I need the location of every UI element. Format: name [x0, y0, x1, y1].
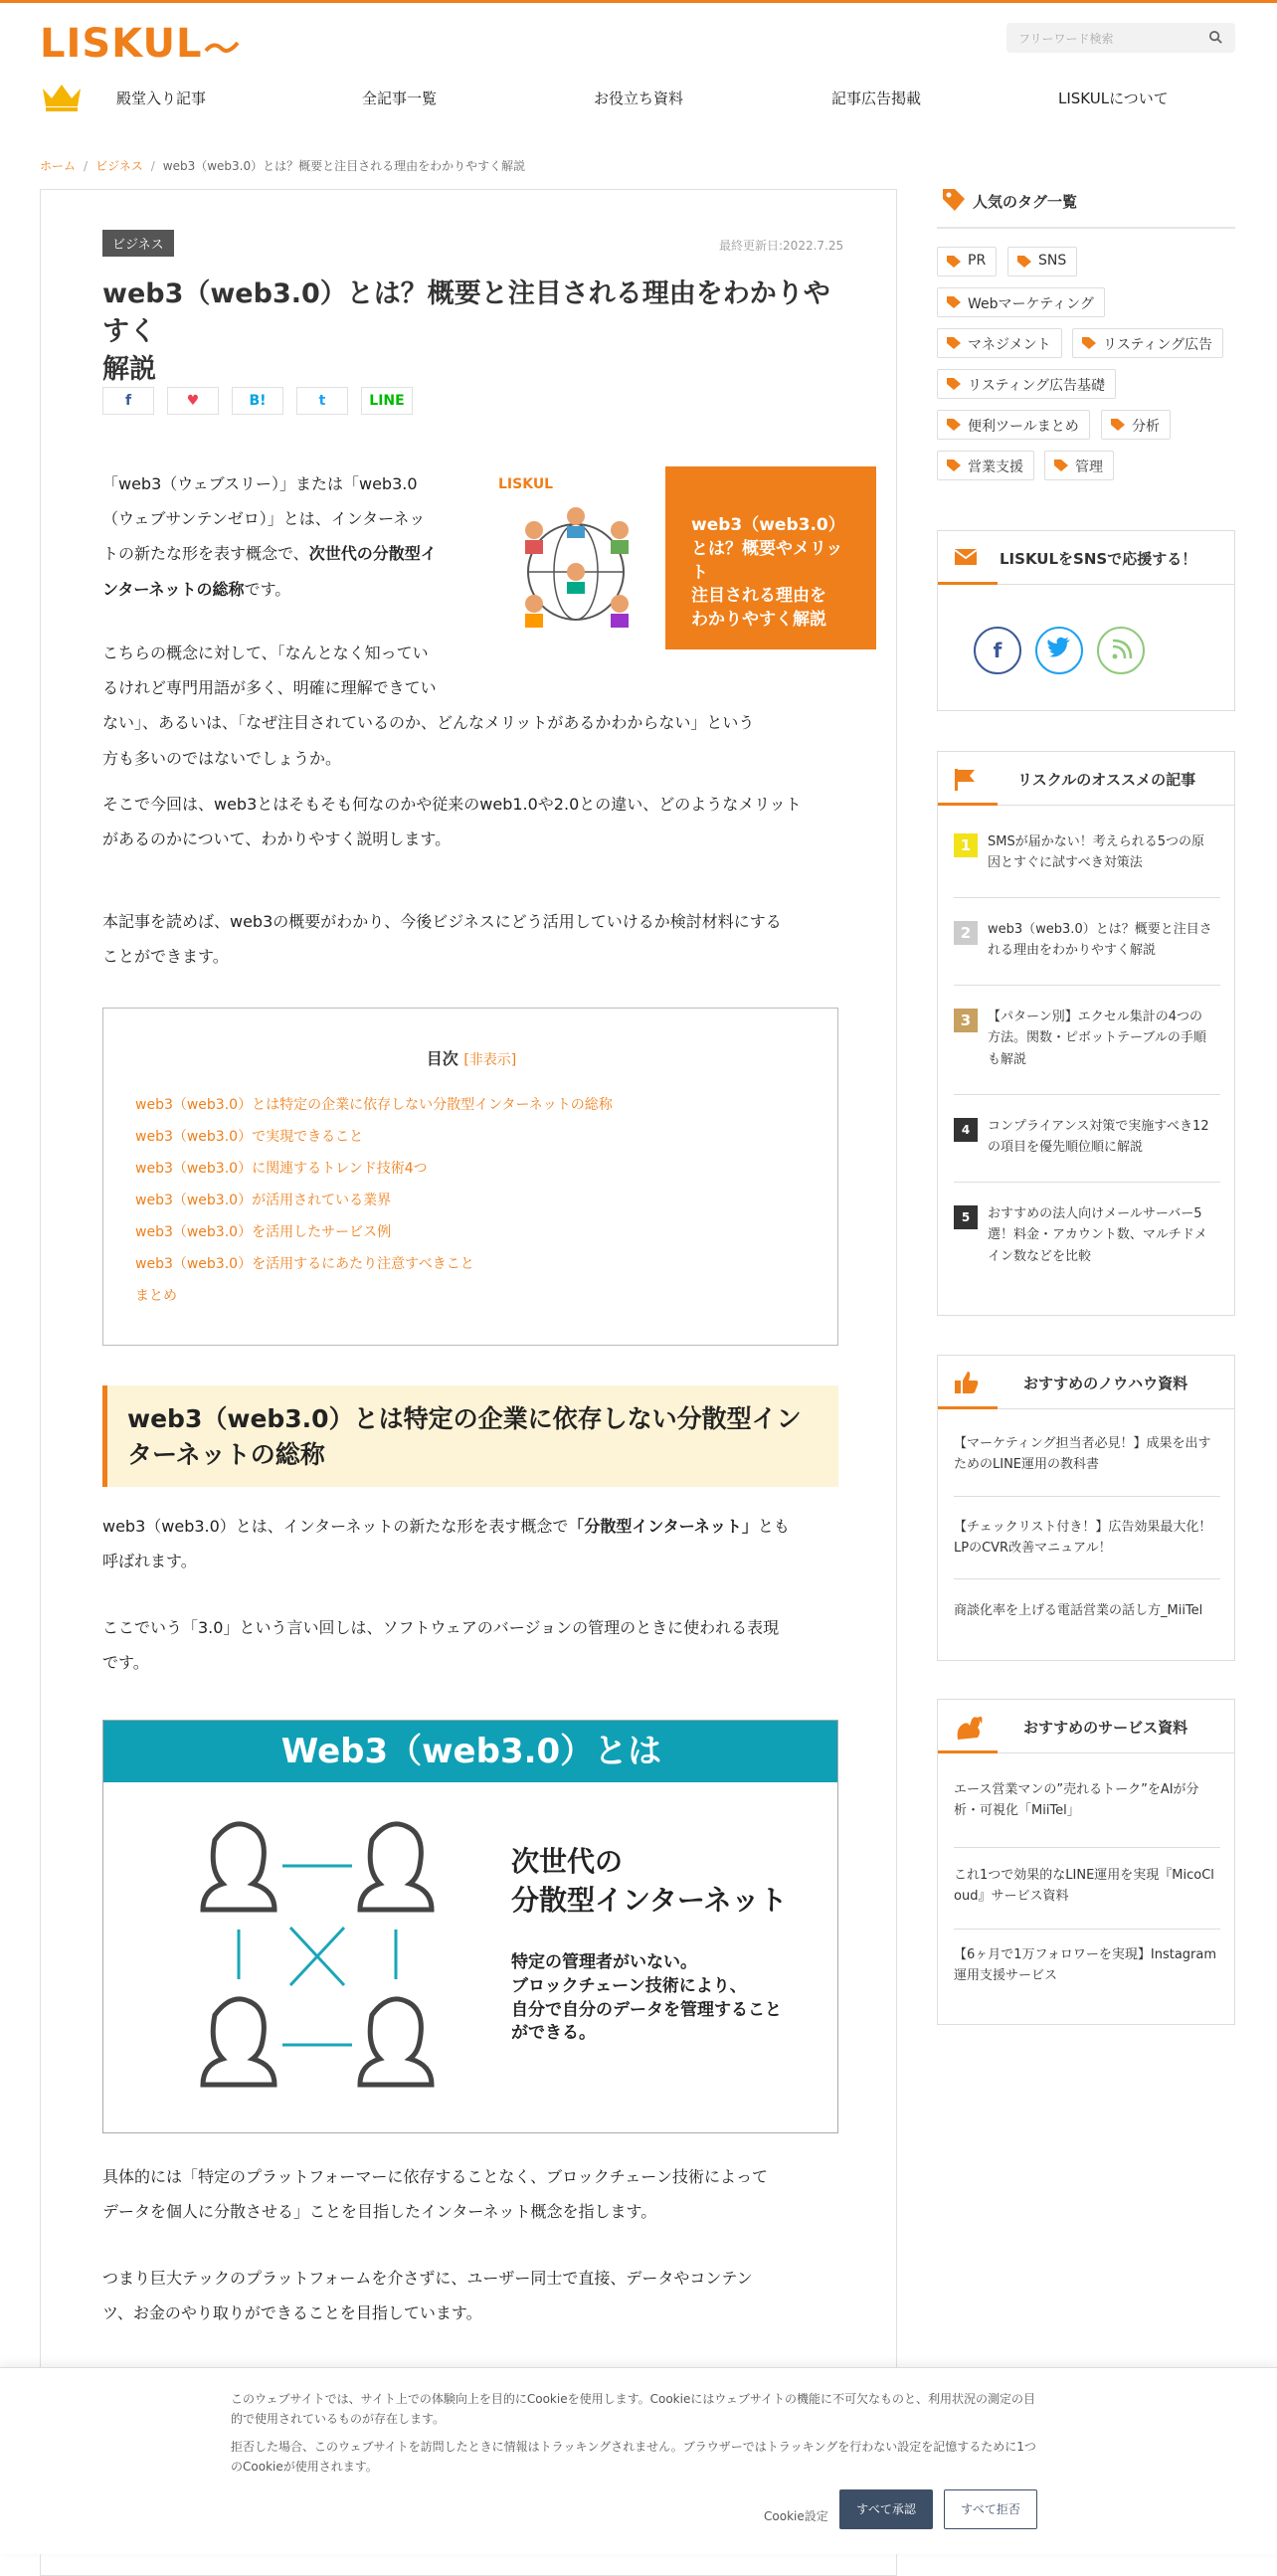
squirrel-logo-icon [204, 37, 240, 57]
globe-people-illustration [504, 500, 653, 640]
sns-box [937, 530, 1235, 711]
tags-section-header [937, 173, 1235, 229]
site-logo[interactable] [40, 21, 240, 67]
tag-item[interactable]: Webマーケティング [937, 287, 1105, 317]
tag-icon [1016, 255, 1032, 269]
toc-item[interactable]: web3（web3.0）に関連するトレンド技術4つ [135, 1161, 428, 1177]
knowhow-item[interactable]: 【マーケティング担当者必見！】成果を出す ためのLINE運用の教科書 [954, 1436, 1211, 1473]
tag-icon [946, 336, 962, 350]
nav-resources[interactable]: お役立ち資料 [594, 90, 684, 107]
knowhow-box [937, 1355, 1235, 1661]
hero-title-panel: web3（web3.0） とは？概要やメリット 注目される理由を わかりやすく解説 [665, 466, 876, 649]
service-box [937, 1699, 1235, 2025]
toc-title: 目次 [非表示] [426, 1049, 517, 1068]
sns-title: LISKULをSNSで応援する！ [1000, 550, 1197, 568]
cookie-text-2: 拒否した場合、このウェブサイトを訪問したときに情報はトラッキングされません。ブラウザーではトラッキングを行わない設定を記憶するために1つ のCookieが使用されます。 [231, 2440, 1036, 2474]
twitter-bird-icon [1037, 629, 1081, 672]
cookie-text-1: このウェブサイトでは、サイト上での体験向上を目的にCookieを使用します。Cookieにはウェブサイトの機能に不可欠なものと、利用状況の測定の目 的で使用されているものが存在します。 [231, 2392, 1036, 2426]
service-item[interactable]: エース営業マンの”売れるトーク”をAIが分 析・可視化「MiiTel」 [954, 1782, 1199, 1819]
tag-icon [946, 377, 962, 391]
toc-item[interactable]: まとめ [135, 1288, 177, 1304]
tag-item[interactable]: PR [937, 247, 997, 276]
updated-date: 最終更新日:2022.7.25 [719, 239, 844, 253]
breadcrumb-current: web3（web3.0）とは？概要と注目される理由をわかりやすく解説 [162, 159, 526, 173]
intro-paragraph-3: そこで今回は、web3とはそもそも何なのかや従来のweb1.0や2.0との違い、どのようなメリット があるのかについて、わかりやすく説明します。 [102, 795, 802, 849]
mail-icon [954, 547, 978, 567]
breadcrumb: ホーム / ビジネス / web3（web3.0）とは？概要と注目される理由をわかりやすく解説 [40, 159, 526, 173]
tag-icon [946, 295, 962, 309]
tag-icon [941, 187, 967, 213]
flag-icon [954, 768, 976, 792]
accept-all-button[interactable]: すべて承認 [839, 2489, 933, 2529]
body-paragraph-1: web3（web3.0）とは、インターネットの新たな形を表す概念で「分散型インターネット」とも 呼ばれます。 [102, 1517, 790, 1571]
tag-item[interactable]: マネジメント [937, 328, 1062, 358]
share-pocket-button[interactable]: ♥ [167, 387, 219, 415]
share-twitter-button[interactable]: t [296, 387, 348, 415]
intro-paragraph-1: 「web3（ウェブスリー）」または「web3.0 （ウェブサンテンゼロ）」とは、インターネッ トの新たな形を表す概念で、次世代の分散型イ ンターネットの総称です。 [102, 474, 437, 599]
service-title: おすすめのサービス資料 [1023, 1719, 1188, 1737]
knowhow-title: おすすめのノウハウ資料 [1023, 1375, 1188, 1392]
recommended-articles-box: リスクルのオススメの記事 1 SMSが届かない！考えられる5つの原 因とすぐに試すべき対策法 2 web3（web3.0）とは？概要と注目さ れる理由をわかりやすく解説 3 【パターン別】エクセル集計の4つの 方法。関数・ピボットテーブルの手順 も解説 4 コンプライアンス対策で実施すべき12 の項目を優先順位順に解説 5 おすすめの法人向けメールサーバー5 選！料金・アカウント数、マルチドメ イン数などを比較 [937, 751, 1235, 1316]
service-item[interactable]: これ1つで効果的なLINE運用を実現『MicoCl oud』サービス資料 [954, 1868, 1214, 1905]
intro-paragraph-2: こちらの概念に対して、「なんとなく知ってい るけれど専門用語が多く、明確に理解できてい ない」、あるいは、「なぜ注目されているのか、どんなメリットがあるかわからない」という 方も多いのではないでしょうか。 [102, 644, 755, 768]
knowhow-header [938, 1356, 1234, 1409]
service-header [938, 1700, 1234, 1753]
nav-hall-of-fame[interactable]: 殿堂入り記事 [116, 90, 207, 107]
category-badge[interactable]: ビジネス [102, 230, 174, 257]
toc-item[interactable]: web3（web3.0）とは特定の企業に依存しない分散型インターネットの総称 [135, 1097, 613, 1113]
cookie-banner [0, 2367, 1277, 2554]
body-paragraph-3: 具体的には「特定のプラットフォーマーに依存することなく、ブロックチェーン技術によって データを個人に分散させる」ことを目指したインターネット概念を指します。 [102, 2167, 768, 2222]
tag-item[interactable]: 管理 [1044, 451, 1114, 480]
nav-all-articles[interactable]: 全記事一覧 [362, 90, 438, 107]
share-line-button[interactable]: LINE [361, 387, 413, 415]
toc-item[interactable]: web3（web3.0）を活用するにあたり注意すべきこと [135, 1256, 474, 1272]
breadcrumb-business[interactable]: ビジネス [95, 159, 143, 173]
share-facebook-button[interactable]: f [102, 387, 154, 415]
article-title: web3（web3.0）とは？概要と注目される理由をわかりやすく 解説 [102, 278, 830, 385]
twitter-icon[interactable] [1035, 627, 1083, 674]
main-nav [0, 88, 1277, 111]
toc-item[interactable]: web3（web3.0）で実現できること [135, 1129, 364, 1145]
rss-feed-icon [1099, 629, 1143, 672]
reject-all-button[interactable]: すべて拒否 [944, 2489, 1037, 2529]
table-of-contents [102, 1008, 838, 1346]
facebook-icon[interactable]: f [974, 627, 1021, 674]
tag-icon [1053, 459, 1069, 472]
toc-toggle[interactable]: [非表示] [463, 1052, 517, 1068]
tag-icon [946, 459, 962, 472]
share-hatena-button[interactable]: B! [232, 387, 283, 415]
search-icon[interactable] [1208, 30, 1223, 45]
tag-icon [1081, 336, 1097, 350]
tag-icon [1110, 418, 1126, 432]
tag-icon [946, 255, 962, 269]
logo-text: LISKUL [40, 21, 203, 67]
toc-item[interactable]: web3（web3.0）が活用されている業界 [135, 1193, 392, 1208]
knowhow-item[interactable]: 【チェックリスト付き！】広告効果最大化！ LPのCVR改善マニュアル！ [954, 1520, 1212, 1557]
hero-image [498, 466, 845, 649]
figure-description: 特定の管理者がいない。 ブロックチェーン技術により、 自分で自分のデータを管理すること ができる。 [511, 1952, 782, 2044]
tag-item[interactable]: 便利ツールまとめ [937, 410, 1090, 440]
knowhow-item[interactable]: 商談化率を上げる電話営業の話し方_MiiTel [954, 1603, 1203, 1618]
network-people-icon [183, 1810, 452, 2109]
toc-item[interactable]: web3（web3.0）を活用したサービス例 [135, 1224, 392, 1240]
tag-item[interactable]: 分析 [1101, 410, 1171, 440]
tag-item[interactable]: SNS [1007, 247, 1077, 276]
search-placeholder: フリーワード検索 [1018, 32, 1114, 46]
nav-about[interactable]: LISKULについて [1058, 90, 1169, 107]
thumbs-up-icon [954, 1370, 980, 1395]
breadcrumb-home[interactable]: ホーム [40, 159, 77, 173]
recommended-title: リスクルのオススメの記事 [1017, 771, 1196, 789]
tag-item[interactable]: リスティング広告基礎 [937, 369, 1116, 399]
service-item[interactable]: 【6ヶ月で1万フォロワーを実現】Instagram 運用支援サービス [954, 1947, 1217, 1984]
body-paragraph-2: ここでいう「3.0」という言い回しは、ソフトウェアのバージョンの管理のときに使われる表現 です。 [102, 1618, 780, 1673]
intro-paragraph-4: 本記事を読めば、web3の概要がわかり、今後ビジネスにどう活用していけるか検討材料にする ことができます。 [102, 912, 782, 967]
recommended-header [938, 752, 1234, 806]
article-container [40, 189, 897, 2576]
nav-ad-placement[interactable]: 記事広告掲載 [831, 90, 922, 107]
figure-header: Web3（web3.0）とは [103, 1721, 838, 1782]
body-paragraph-4: つまり巨大テックのプラットフォームを介さずに、ユーザー同士で直接、データやコンテン ツ、お金のやり取りができることを目指しています。 [102, 2269, 753, 2323]
web3-diagram [102, 1720, 838, 2133]
cookie-settings-link[interactable]: Cookie設定 [764, 2509, 828, 2523]
tags-title: 人気のタグ一覧 [973, 193, 1078, 211]
tag-icon [946, 418, 962, 432]
site-header [0, 3, 1277, 122]
tag-item[interactable]: 営業支援 [937, 451, 1034, 480]
rss-icon[interactable] [1097, 627, 1145, 674]
section-heading: web3（web3.0）とは特定の企業に依存しない分散型イン ターネットの総称 [102, 1385, 838, 1487]
figure-headline: 次世代の 分散型インターネット [511, 1845, 788, 1918]
tag-item[interactable]: リスティング広告 [1072, 328, 1223, 358]
search-input[interactable] [1006, 23, 1235, 53]
sns-box-header [938, 531, 1234, 585]
hero-logo: LISKUL [498, 476, 554, 492]
squirrel-icon [954, 1712, 984, 1742]
